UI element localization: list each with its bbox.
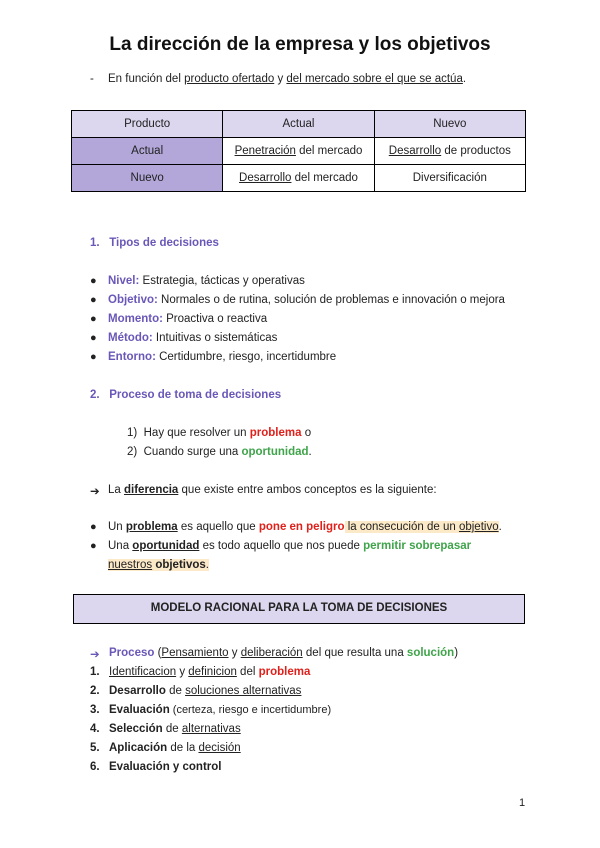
difference-line: ➔ La diferencia que existe entre ambos conceptos es la siguiente: — [90, 484, 437, 498]
intro-dash: - — [90, 73, 94, 85]
model-intro: ➔ Proceso (Pensamiento y deliberación del que resulta una solución) — [90, 647, 459, 661]
table-header-row — [72, 111, 526, 138]
list-item: 6. Evaluación y control — [90, 761, 222, 773]
steps-list — [90, 666, 520, 786]
list-item: 2) Cuando surge una oportunidad. — [127, 446, 312, 458]
arrow-icon: ➔ — [90, 649, 100, 661]
table-row — [72, 165, 526, 192]
table-cell: Diversificación — [374, 165, 525, 192]
mercado-link: del mercado sobre el que se actúa — [286, 73, 463, 85]
table-cell: Penetración del mercado — [223, 138, 374, 165]
intro-text: En función del producto ofertado y del mercado sobre el que se actúa. — [108, 73, 467, 85]
page-number: 1 — [519, 797, 526, 809]
row-header: Nuevo — [72, 165, 223, 192]
list-item: 3. Evaluación (certeza, riesgo e incertidumbre) — [90, 704, 332, 716]
decision-types-list: ● Nivel: Estrategia, tácticas y operativas ● Objetivo: Normales o de rutina, solución de problemas e innovación o mejora ● Momento: Proactiva o reactiva ● Método: Intuitivas o sistemáticas ● Entorno: Certidumbre, riesgo, incertidumbre — [90, 275, 505, 363]
producto-ofertado-link: producto ofertado — [184, 73, 275, 85]
model-heading-box: MODELO RACIONAL PARA LA TOMA DE DECISIONES — [73, 594, 525, 624]
list-item: 1. Identificacion y definicion del problema — [90, 666, 311, 678]
table-cell: Desarrollo de productos — [374, 138, 525, 165]
product-market-table — [71, 110, 526, 192]
table-row — [72, 138, 526, 165]
list-item: 4. Selección de alternativas — [90, 723, 241, 735]
section-2-heading: 2. Proceso de toma de decisiones — [90, 389, 282, 401]
list-item: 2. Desarrollo de soluciones alternativas — [90, 685, 302, 697]
row-header: Actual — [72, 138, 223, 165]
list-item-continuation: nuestros objetivos. — [108, 559, 209, 571]
intro-line — [90, 73, 510, 89]
arrow-icon: ➔ — [90, 486, 100, 498]
table-cell: Desarrollo del mercado — [223, 165, 374, 192]
page-title: La dirección de la empresa y los objetivos — [109, 34, 491, 55]
table-header: Actual — [223, 111, 374, 138]
table-header: Producto — [72, 111, 223, 138]
list-item: 1) Hay que resolver un problema o — [127, 427, 312, 439]
section-1-heading: 1. Tipos de decisiones — [90, 237, 219, 249]
table-header: Nuevo — [374, 111, 525, 138]
list-item: 5. Aplicación de la decisión — [90, 742, 241, 754]
